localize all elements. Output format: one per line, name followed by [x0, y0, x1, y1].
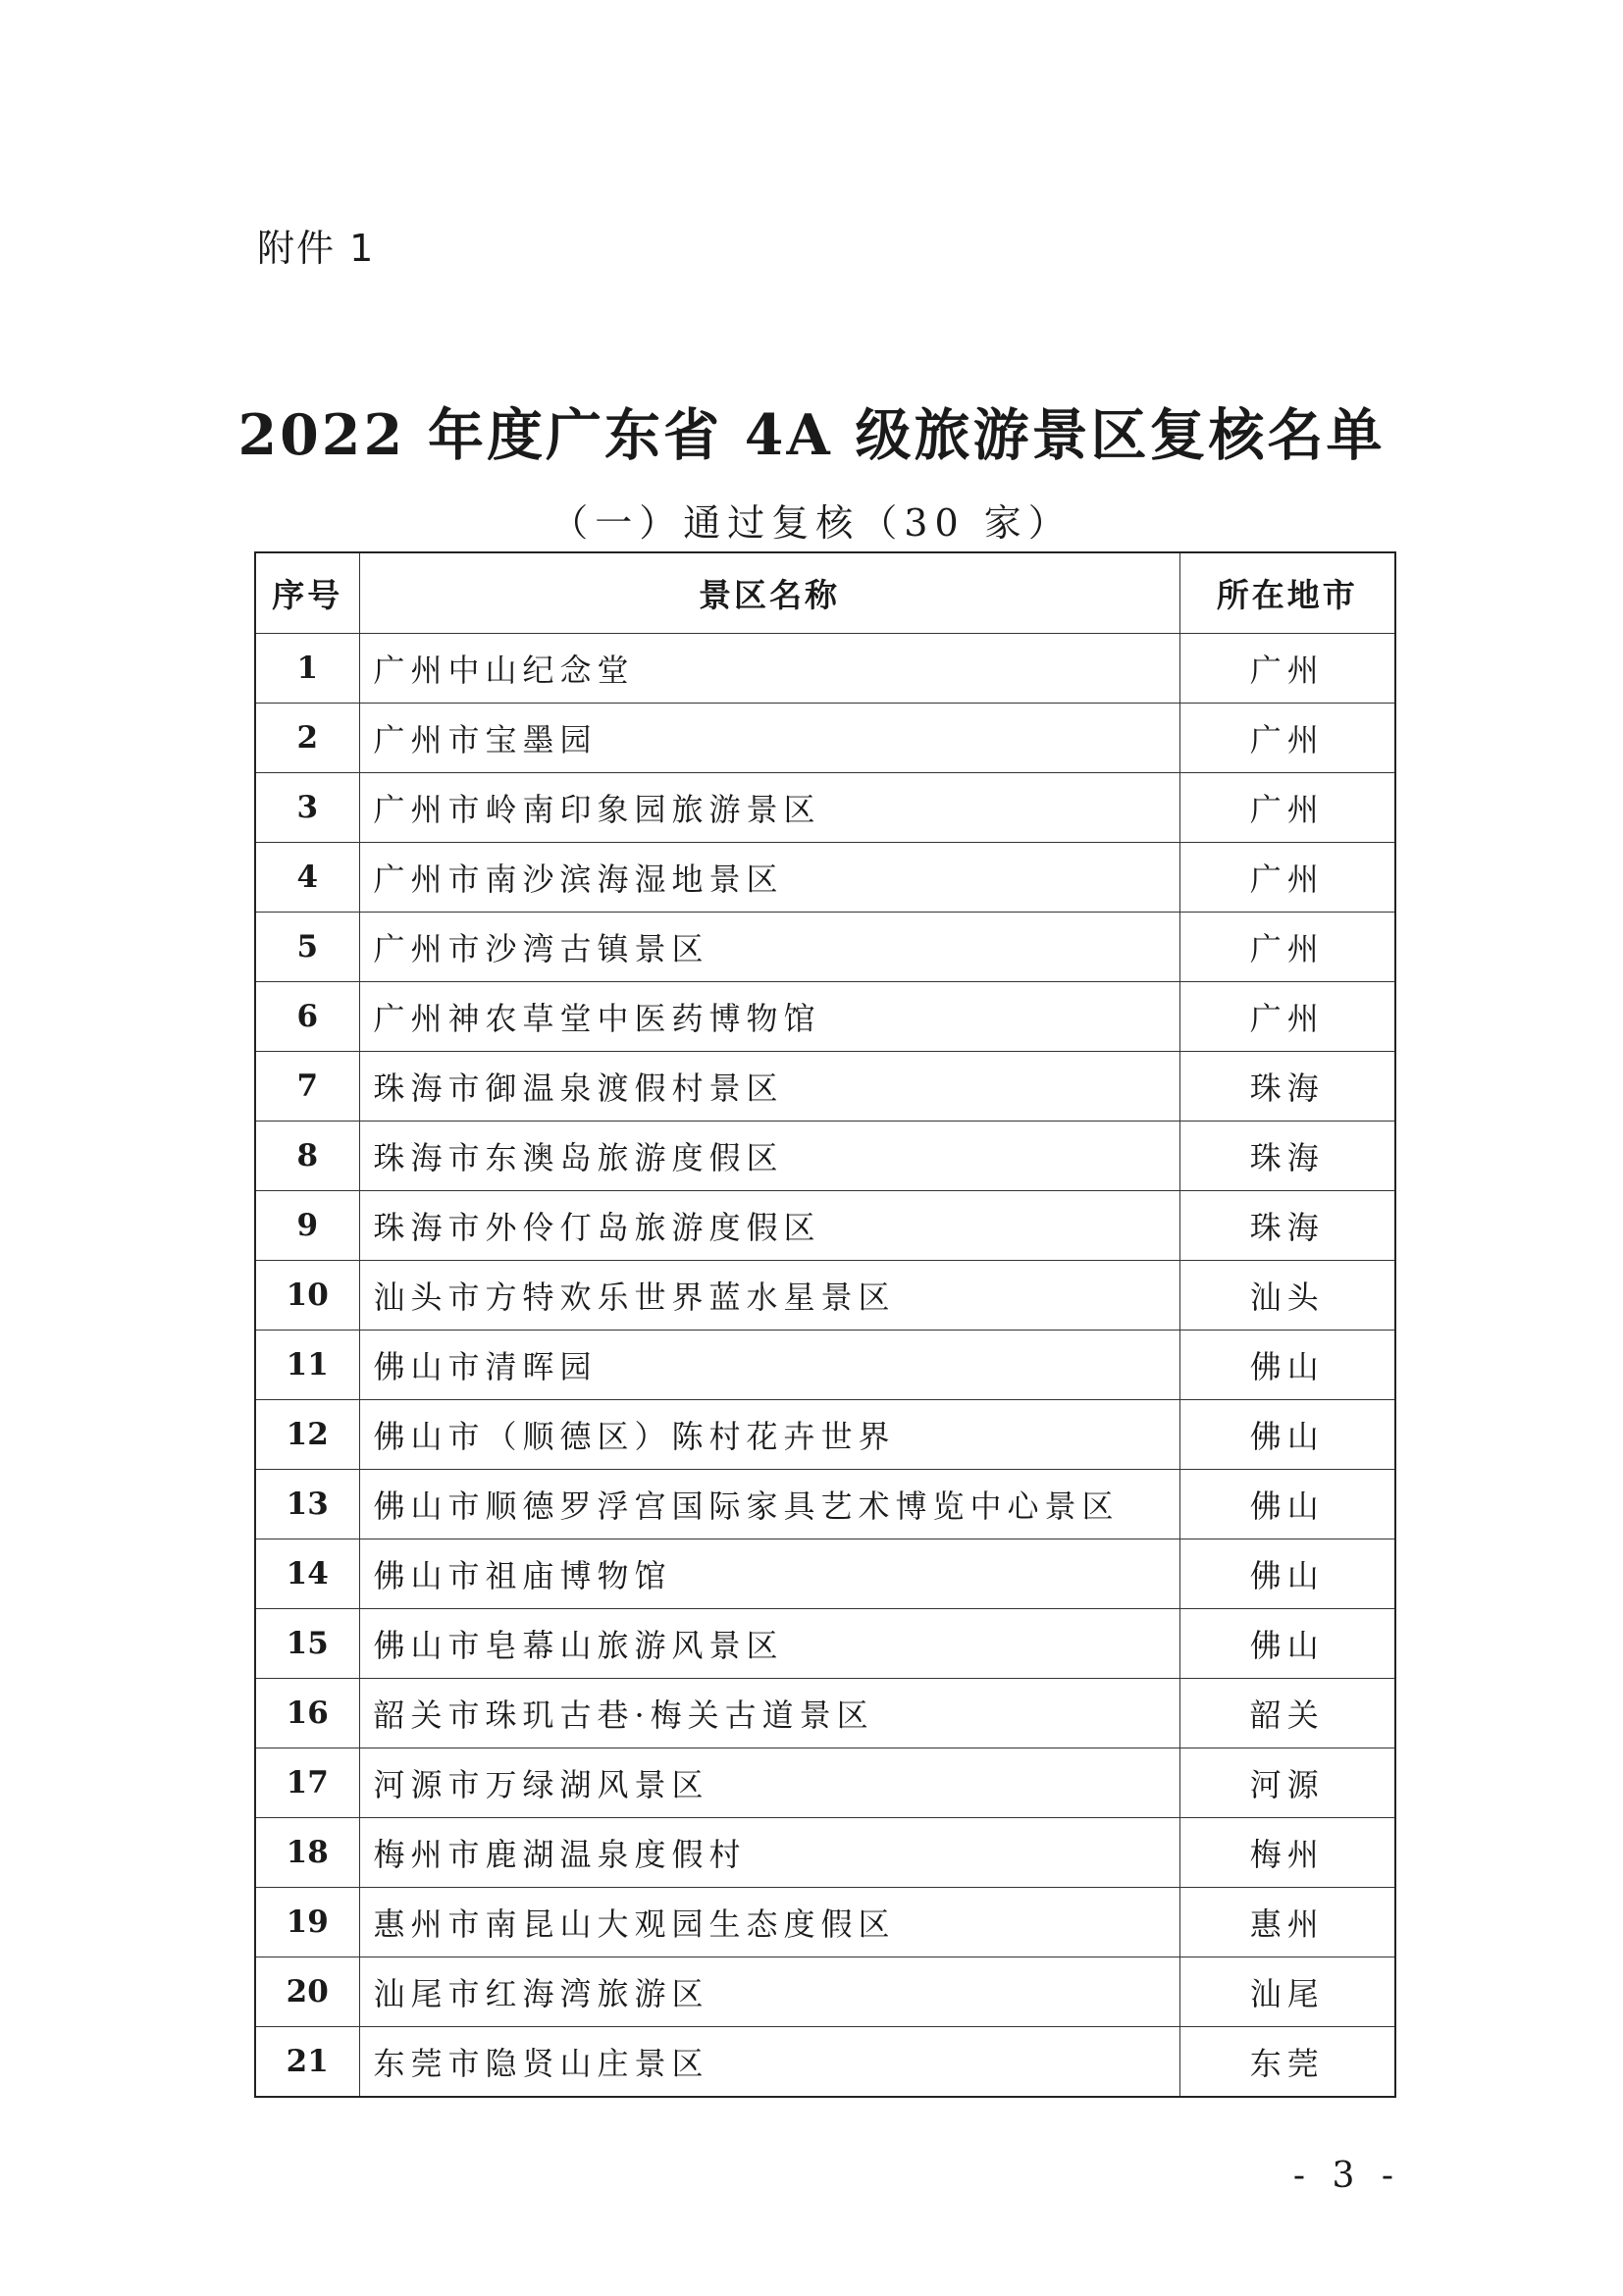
row-number: 7 [255, 1052, 359, 1122]
document-title: 2022 年度广东省 4A 级旅游景区复核名单 [237, 402, 1386, 468]
table-row [255, 1818, 1395, 1888]
city-name: 珠海 [1179, 1191, 1395, 1261]
attachment-label: 附件 1 [257, 227, 376, 270]
table-row [255, 982, 1395, 1052]
table-row [255, 1400, 1395, 1470]
scenic-area-name: 佛山市（顺德区）陈村花卉世界 [359, 1400, 1179, 1470]
scenic-area-name: 佛山市顺德罗浮宫国际家具艺术博览中心景区 [359, 1470, 1179, 1539]
city-name: 广州 [1179, 843, 1395, 913]
scenic-area-name: 佛山市祖庙博物馆 [359, 1539, 1179, 1609]
column-header-no: 序号 [255, 552, 359, 634]
table-row [255, 773, 1395, 843]
table-row [255, 1609, 1395, 1679]
city-name: 惠州 [1179, 1888, 1395, 1957]
row-number: 18 [255, 1818, 359, 1888]
table-row [255, 1331, 1395, 1400]
scenic-area-name: 广州市宝墨园 [359, 704, 1179, 773]
city-name: 梅州 [1179, 1818, 1395, 1888]
scenic-area-name: 汕头市方特欢乐世界蓝水星景区 [359, 1261, 1179, 1331]
row-number: 9 [255, 1191, 359, 1261]
row-number: 5 [255, 913, 359, 982]
city-name: 东莞 [1179, 2027, 1395, 2098]
row-number: 4 [255, 843, 359, 913]
scenic-area-name: 惠州市南昆山大观园生态度假区 [359, 1888, 1179, 1957]
row-number: 3 [255, 773, 359, 843]
section-subtitle: （一）通过复核（30 家） [550, 501, 1073, 545]
page-number: - 3 - [1292, 2156, 1401, 2196]
city-name: 佛山 [1179, 1539, 1395, 1609]
row-number: 15 [255, 1609, 359, 1679]
city-name: 珠海 [1179, 1122, 1395, 1191]
table-header-row [255, 552, 1395, 634]
table-row [255, 1888, 1395, 1957]
city-name: 韶关 [1179, 1679, 1395, 1748]
row-number: 21 [255, 2027, 359, 2098]
scenic-area-name: 珠海市外伶仃岛旅游度假区 [359, 1191, 1179, 1261]
row-number: 2 [255, 704, 359, 773]
scenic-area-name: 珠海市东澳岛旅游度假区 [359, 1122, 1179, 1191]
scenic-area-table [254, 551, 1396, 2098]
scenic-area-name: 广州市沙湾古镇景区 [359, 913, 1179, 982]
row-number: 11 [255, 1331, 359, 1400]
row-number: 10 [255, 1261, 359, 1331]
scenic-area-name: 广州中山纪念堂 [359, 634, 1179, 704]
city-name: 佛山 [1179, 1470, 1395, 1539]
column-header-city: 所在地市 [1179, 552, 1395, 634]
city-name: 河源 [1179, 1748, 1395, 1818]
scenic-area-name: 佛山市皂幕山旅游风景区 [359, 1609, 1179, 1679]
table-row [255, 704, 1395, 773]
city-name: 广州 [1179, 982, 1395, 1052]
city-name: 佛山 [1179, 1331, 1395, 1400]
scenic-area-name: 珠海市御温泉渡假村景区 [359, 1052, 1179, 1122]
row-number: 19 [255, 1888, 359, 1957]
row-number: 12 [255, 1400, 359, 1470]
city-name: 汕尾 [1179, 1957, 1395, 2027]
scenic-area-name: 广州市岭南印象园旅游景区 [359, 773, 1179, 843]
city-name: 广州 [1179, 773, 1395, 843]
table-body [255, 634, 1395, 2098]
city-name: 广州 [1179, 704, 1395, 773]
scenic-area-name: 东莞市隐贤山庄景区 [359, 2027, 1179, 2098]
row-number: 17 [255, 1748, 359, 1818]
scenic-area-name: 韶关市珠玑古巷·梅关古道景区 [359, 1679, 1179, 1748]
city-name: 佛山 [1179, 1400, 1395, 1470]
table-row [255, 1539, 1395, 1609]
table-row [255, 843, 1395, 913]
row-number: 1 [255, 634, 359, 704]
scenic-area-name: 河源市万绿湖风景区 [359, 1748, 1179, 1818]
column-header-name: 景区名称 [359, 552, 1179, 634]
city-name: 广州 [1179, 634, 1395, 704]
table-row [255, 1052, 1395, 1122]
table-row [255, 1191, 1395, 1261]
scenic-area-name: 广州神农草堂中医药博物馆 [359, 982, 1179, 1052]
city-name: 珠海 [1179, 1052, 1395, 1122]
scenic-area-name: 汕尾市红海湾旅游区 [359, 1957, 1179, 2027]
table-row [255, 1679, 1395, 1748]
row-number: 20 [255, 1957, 359, 2027]
table-row [255, 2027, 1395, 2098]
table-row [255, 1957, 1395, 2027]
table-row [255, 1261, 1395, 1331]
row-number: 8 [255, 1122, 359, 1191]
row-number: 14 [255, 1539, 359, 1609]
city-name: 汕头 [1179, 1261, 1395, 1331]
scenic-area-name: 广州市南沙滨海湿地景区 [359, 843, 1179, 913]
city-name: 佛山 [1179, 1609, 1395, 1679]
scenic-area-name: 梅州市鹿湖温泉度假村 [359, 1818, 1179, 1888]
city-name: 广州 [1179, 913, 1395, 982]
table-row [255, 913, 1395, 982]
table-row [255, 634, 1395, 704]
table-row [255, 1748, 1395, 1818]
row-number: 6 [255, 982, 359, 1052]
scenic-area-name: 佛山市清晖园 [359, 1331, 1179, 1400]
table-row [255, 1470, 1395, 1539]
row-number: 16 [255, 1679, 359, 1748]
table-row [255, 1122, 1395, 1191]
row-number: 13 [255, 1470, 359, 1539]
